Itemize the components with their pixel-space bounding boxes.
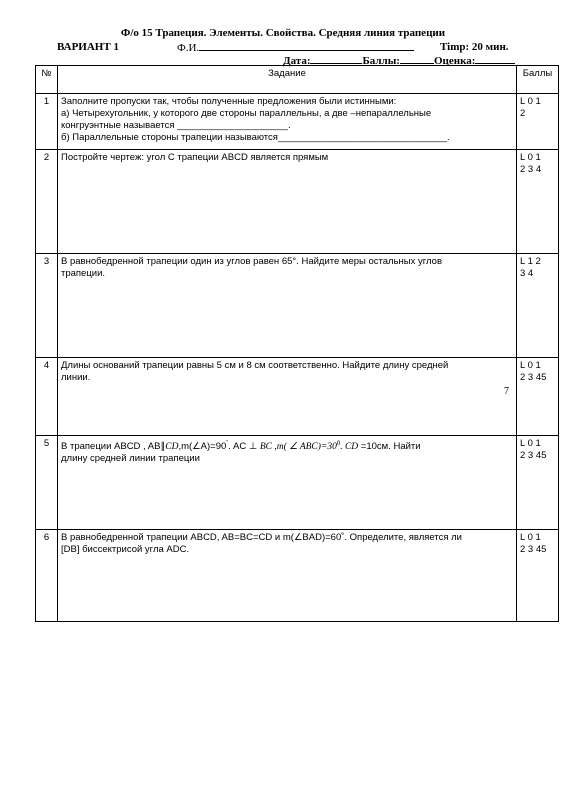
task-points: L 1 2 3 4 bbox=[517, 254, 559, 358]
col-number-header: № bbox=[36, 66, 58, 94]
task-text: Постройте чертеж: угол С трапеции ABCD является прямым bbox=[58, 150, 517, 254]
variant-label: ВАРИАНТ 1 bbox=[57, 41, 119, 53]
task-row-3 bbox=[36, 254, 559, 358]
task-points: L 0 1 2 bbox=[517, 94, 559, 150]
task-number: 5 bbox=[36, 436, 58, 530]
task-number: 4 bbox=[36, 358, 58, 436]
page-number-mark: 7 bbox=[504, 386, 509, 397]
task-points: L 0 1 2 3 4 bbox=[517, 150, 559, 254]
date-score-grade-line: Дата: Баллы: Оценка: bbox=[283, 54, 515, 67]
task-number: 1 bbox=[36, 94, 58, 150]
task-number: 6 bbox=[36, 530, 58, 622]
parallel-symbol: ∥ bbox=[160, 441, 166, 453]
task-text: В трапеции ABCD , AB∥CD,m(∠A)=90˚. AC ⊥ BC ,m( ∠ $ABC)=30^0$. CD =10см. Найти длину средней линии трапеции bbox=[58, 436, 517, 530]
task-points: L 0 1 2 3 45 bbox=[517, 530, 559, 622]
task-text: Длины оснований трапеции равны 5 см и 8 см соответственно. Найдите длину средней линии. 7 bbox=[58, 358, 517, 436]
task-row-1 bbox=[36, 94, 559, 150]
task-number: 3 bbox=[36, 254, 58, 358]
task-text: В равнобедренной трапеции ABCD, AB=BC=CD и m(∠BAD)=60˚. Определите, является ли [DB] биссектрисой угла ADC. bbox=[58, 530, 517, 622]
task-number: 2 bbox=[36, 150, 58, 254]
task-points: L 0 1 2 3 45 bbox=[517, 358, 559, 436]
task-row-2 bbox=[36, 150, 559, 254]
col-points-header: Баллы bbox=[517, 66, 559, 94]
col-task-header: Задание bbox=[58, 66, 517, 94]
task-text: В равнобедренной трапеции один из углов равен 65°. Найдите меры остальных углов трапеции. bbox=[58, 254, 517, 358]
task-row-5 bbox=[36, 436, 559, 530]
tasks-table bbox=[35, 65, 559, 622]
task-text: Заполните пропуски так, чтобы полученные предложения были истинными: а) Четырехугольник, у которого две стороны параллельны, а две –непараллельные конгруэнтные называется _____________________. б) Параллельные стороны трапеции называются________________________________. bbox=[58, 94, 517, 150]
worksheet-title: Ф/о 15 Трапеция. Элементы. Свойства. Средняя линия трапеции bbox=[120, 27, 446, 39]
task-row-4 bbox=[36, 358, 559, 436]
name-field[interactable]: Ф.И. bbox=[177, 41, 414, 54]
time-limit: Timp: 20 мин. bbox=[440, 41, 509, 53]
task-row-6 bbox=[36, 530, 559, 622]
task-points: L 0 1 2 3 45 bbox=[517, 436, 559, 530]
table-header-row bbox=[36, 66, 559, 94]
